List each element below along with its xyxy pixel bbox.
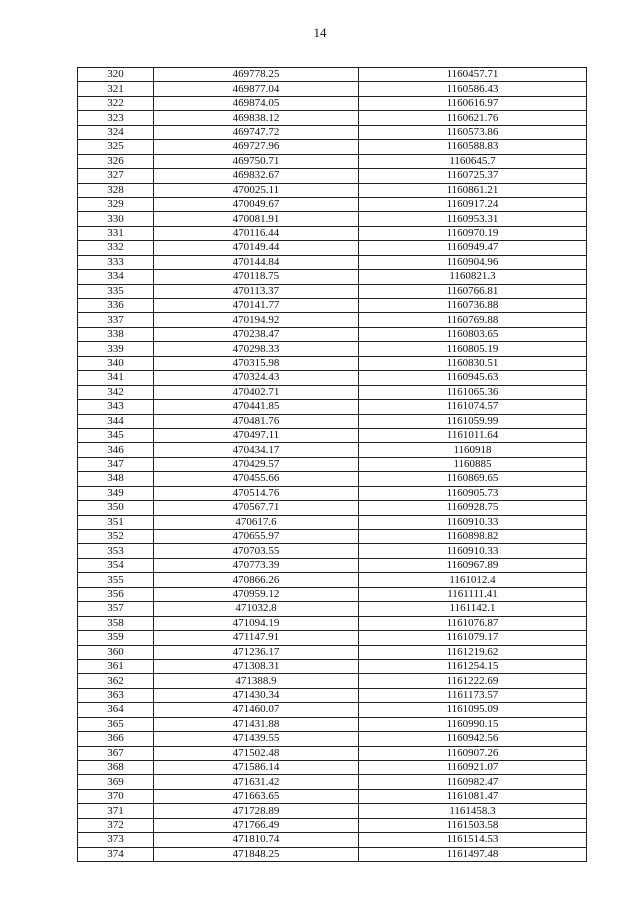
point-number-cell: 340 xyxy=(78,356,154,370)
point-number-cell: 331 xyxy=(78,226,154,240)
y-coordinate-cell: 1161111.41 xyxy=(359,587,587,601)
table-row xyxy=(78,775,587,789)
x-coordinate-cell: 470514.76 xyxy=(154,486,359,500)
point-number-cell: 356 xyxy=(78,587,154,601)
table-row xyxy=(78,327,587,341)
y-coordinate-cell: 1160953.31 xyxy=(359,212,587,226)
x-coordinate-cell: 471631.42 xyxy=(154,775,359,789)
x-coordinate-cell: 470298.33 xyxy=(154,342,359,356)
x-coordinate-cell: 470113.37 xyxy=(154,284,359,298)
coordinates-table xyxy=(77,67,587,862)
point-number-cell: 351 xyxy=(78,515,154,529)
table-row xyxy=(78,486,587,500)
y-coordinate-cell: 1160928.75 xyxy=(359,501,587,515)
point-number-cell: 374 xyxy=(78,847,154,861)
x-coordinate-cell: 471147.91 xyxy=(154,631,359,645)
point-number-cell: 350 xyxy=(78,501,154,515)
y-coordinate-cell: 1160586.43 xyxy=(359,82,587,96)
point-number-cell: 326 xyxy=(78,154,154,168)
point-number-cell: 341 xyxy=(78,371,154,385)
table-row xyxy=(78,414,587,428)
point-number-cell: 369 xyxy=(78,775,154,789)
y-coordinate-cell: 1160945.63 xyxy=(359,371,587,385)
point-number-cell: 325 xyxy=(78,140,154,154)
point-number-cell: 367 xyxy=(78,746,154,760)
point-number-cell: 352 xyxy=(78,530,154,544)
y-coordinate-cell: 1160898.82 xyxy=(359,530,587,544)
x-coordinate-cell: 470455.66 xyxy=(154,472,359,486)
y-coordinate-cell: 1160910.33 xyxy=(359,544,587,558)
x-coordinate-cell: 470118.75 xyxy=(154,270,359,284)
x-coordinate-cell: 469778.25 xyxy=(154,68,359,82)
table-row xyxy=(78,270,587,284)
point-number-cell: 362 xyxy=(78,674,154,688)
table-row xyxy=(78,68,587,82)
point-number-cell: 361 xyxy=(78,659,154,673)
point-number-cell: 345 xyxy=(78,428,154,442)
table-row xyxy=(78,255,587,269)
point-number-cell: 335 xyxy=(78,284,154,298)
y-coordinate-cell: 1160769.88 xyxy=(359,313,587,327)
x-coordinate-cell: 471236.17 xyxy=(154,645,359,659)
point-number-cell: 368 xyxy=(78,761,154,775)
y-coordinate-cell: 1160621.76 xyxy=(359,111,587,125)
table-row xyxy=(78,342,587,356)
y-coordinate-cell: 1160885 xyxy=(359,457,587,471)
point-number-cell: 339 xyxy=(78,342,154,356)
x-coordinate-cell: 471728.89 xyxy=(154,804,359,818)
x-coordinate-cell: 470238.47 xyxy=(154,327,359,341)
table-row xyxy=(78,659,587,673)
table-row xyxy=(78,428,587,442)
table-row xyxy=(78,616,587,630)
x-coordinate-cell: 470497.11 xyxy=(154,428,359,442)
x-coordinate-cell: 470141.77 xyxy=(154,299,359,313)
table-row xyxy=(78,688,587,702)
x-coordinate-cell: 470402.71 xyxy=(154,385,359,399)
x-coordinate-cell: 471388.9 xyxy=(154,674,359,688)
table-row xyxy=(78,732,587,746)
point-number-cell: 328 xyxy=(78,183,154,197)
point-number-cell: 349 xyxy=(78,486,154,500)
point-number-cell: 354 xyxy=(78,558,154,572)
point-number-cell: 338 xyxy=(78,327,154,341)
coordinates-table-body xyxy=(78,68,587,862)
table-row xyxy=(78,241,587,255)
y-coordinate-cell: 1160904.96 xyxy=(359,255,587,269)
x-coordinate-cell: 470773.39 xyxy=(154,558,359,572)
x-coordinate-cell: 470866.26 xyxy=(154,573,359,587)
table-row xyxy=(78,804,587,818)
table-row xyxy=(78,96,587,110)
point-number-cell: 344 xyxy=(78,414,154,428)
table-row xyxy=(78,299,587,313)
table-row xyxy=(78,197,587,211)
table-row xyxy=(78,356,587,370)
page-number: 14 xyxy=(313,25,327,40)
table-row xyxy=(78,111,587,125)
x-coordinate-cell: 470049.67 xyxy=(154,197,359,211)
y-coordinate-cell: 1161219.62 xyxy=(359,645,587,659)
point-number-cell: 365 xyxy=(78,717,154,731)
x-coordinate-cell: 471431.88 xyxy=(154,717,359,731)
y-coordinate-cell: 1160573.86 xyxy=(359,125,587,139)
x-coordinate-cell: 470315.98 xyxy=(154,356,359,370)
point-number-cell: 353 xyxy=(78,544,154,558)
point-number-cell: 371 xyxy=(78,804,154,818)
point-number-cell: 329 xyxy=(78,197,154,211)
table-row xyxy=(78,847,587,861)
y-coordinate-cell: 1161074.57 xyxy=(359,400,587,414)
y-coordinate-cell: 1160805.19 xyxy=(359,342,587,356)
point-number-cell: 324 xyxy=(78,125,154,139)
y-coordinate-cell: 1160910.33 xyxy=(359,515,587,529)
table-row xyxy=(78,371,587,385)
point-number-cell: 372 xyxy=(78,818,154,832)
table-row xyxy=(78,602,587,616)
y-coordinate-cell: 1160921.07 xyxy=(359,761,587,775)
y-coordinate-cell: 1160616.97 xyxy=(359,96,587,110)
x-coordinate-cell: 470144.84 xyxy=(154,255,359,269)
y-coordinate-cell: 1160821.3 xyxy=(359,270,587,284)
table-row xyxy=(78,530,587,544)
x-coordinate-cell: 469838.12 xyxy=(154,111,359,125)
table-row xyxy=(78,631,587,645)
x-coordinate-cell: 470081.91 xyxy=(154,212,359,226)
point-number-cell: 355 xyxy=(78,573,154,587)
y-coordinate-cell: 1160905.73 xyxy=(359,486,587,500)
table-row xyxy=(78,746,587,760)
point-number-cell: 359 xyxy=(78,631,154,645)
x-coordinate-cell: 469832.67 xyxy=(154,169,359,183)
y-coordinate-cell: 1160803.65 xyxy=(359,327,587,341)
point-number-cell: 357 xyxy=(78,602,154,616)
y-coordinate-cell: 1160766.81 xyxy=(359,284,587,298)
point-number-cell: 334 xyxy=(78,270,154,284)
table-row xyxy=(78,154,587,168)
y-coordinate-cell: 1161011.64 xyxy=(359,428,587,442)
table-row xyxy=(78,544,587,558)
x-coordinate-cell: 470025.11 xyxy=(154,183,359,197)
y-coordinate-cell: 1161497.48 xyxy=(359,847,587,861)
point-number-cell: 327 xyxy=(78,169,154,183)
y-coordinate-cell: 1160990.15 xyxy=(359,717,587,731)
x-coordinate-cell: 470567.71 xyxy=(154,501,359,515)
point-number-cell: 364 xyxy=(78,703,154,717)
x-coordinate-cell: 471430.34 xyxy=(154,688,359,702)
point-number-cell: 373 xyxy=(78,833,154,847)
y-coordinate-cell: 1161173.57 xyxy=(359,688,587,702)
y-coordinate-cell: 1160907.26 xyxy=(359,746,587,760)
x-coordinate-cell: 471460.07 xyxy=(154,703,359,717)
point-number-cell: 320 xyxy=(78,68,154,82)
point-number-cell: 360 xyxy=(78,645,154,659)
table-row xyxy=(78,169,587,183)
point-number-cell: 366 xyxy=(78,732,154,746)
point-number-cell: 321 xyxy=(78,82,154,96)
table-row xyxy=(78,558,587,572)
y-coordinate-cell: 1160918 xyxy=(359,443,587,457)
y-coordinate-cell: 1160588.83 xyxy=(359,140,587,154)
table-row xyxy=(78,703,587,717)
point-number-cell: 337 xyxy=(78,313,154,327)
x-coordinate-cell: 471848.25 xyxy=(154,847,359,861)
x-coordinate-cell: 470441.85 xyxy=(154,400,359,414)
y-coordinate-cell: 1161254.15 xyxy=(359,659,587,673)
x-coordinate-cell: 469727.96 xyxy=(154,140,359,154)
x-coordinate-cell: 470959.12 xyxy=(154,587,359,601)
x-coordinate-cell: 470149.44 xyxy=(154,241,359,255)
y-coordinate-cell: 1161079.17 xyxy=(359,631,587,645)
y-coordinate-cell: 1160970.19 xyxy=(359,226,587,240)
y-coordinate-cell: 1161095.09 xyxy=(359,703,587,717)
x-coordinate-cell: 471766.49 xyxy=(154,818,359,832)
x-coordinate-cell: 470116.44 xyxy=(154,226,359,240)
table-row xyxy=(78,674,587,688)
x-coordinate-cell: 470434.17 xyxy=(154,443,359,457)
table-row xyxy=(78,226,587,240)
y-coordinate-cell: 1161059.99 xyxy=(359,414,587,428)
table-row xyxy=(78,818,587,832)
y-coordinate-cell: 1161076.87 xyxy=(359,616,587,630)
table-row xyxy=(78,125,587,139)
y-coordinate-cell: 1161012.4 xyxy=(359,573,587,587)
table-row xyxy=(78,789,587,803)
y-coordinate-cell: 1160942.56 xyxy=(359,732,587,746)
x-coordinate-cell: 469747.72 xyxy=(154,125,359,139)
point-number-cell: 347 xyxy=(78,457,154,471)
table-row xyxy=(78,82,587,96)
table-row xyxy=(78,645,587,659)
table-row xyxy=(78,385,587,399)
x-coordinate-cell: 470703.55 xyxy=(154,544,359,558)
y-coordinate-cell: 1160645.7 xyxy=(359,154,587,168)
x-coordinate-cell: 471663.65 xyxy=(154,789,359,803)
y-coordinate-cell: 1160917.24 xyxy=(359,197,587,211)
y-coordinate-cell: 1160949.47 xyxy=(359,241,587,255)
point-number-cell: 346 xyxy=(78,443,154,457)
point-number-cell: 336 xyxy=(78,299,154,313)
table-row xyxy=(78,212,587,226)
table-row xyxy=(78,140,587,154)
x-coordinate-cell: 469750.71 xyxy=(154,154,359,168)
table-row xyxy=(78,515,587,529)
x-coordinate-cell: 470617.6 xyxy=(154,515,359,529)
y-coordinate-cell: 1161514.53 xyxy=(359,833,587,847)
point-number-cell: 342 xyxy=(78,385,154,399)
y-coordinate-cell: 1161081.47 xyxy=(359,789,587,803)
x-coordinate-cell: 470324.43 xyxy=(154,371,359,385)
table-row xyxy=(78,501,587,515)
table-row xyxy=(78,457,587,471)
point-number-cell: 343 xyxy=(78,400,154,414)
table-row xyxy=(78,472,587,486)
point-number-cell: 358 xyxy=(78,616,154,630)
y-coordinate-cell: 1161458.3 xyxy=(359,804,587,818)
table-row xyxy=(78,573,587,587)
y-coordinate-cell: 1160967.89 xyxy=(359,558,587,572)
x-coordinate-cell: 471032.8 xyxy=(154,602,359,616)
y-coordinate-cell: 1160457.71 xyxy=(359,68,587,82)
point-number-cell: 333 xyxy=(78,255,154,269)
x-coordinate-cell: 471586.14 xyxy=(154,761,359,775)
x-coordinate-cell: 470194.92 xyxy=(154,313,359,327)
x-coordinate-cell: 471094.19 xyxy=(154,616,359,630)
point-number-cell: 330 xyxy=(78,212,154,226)
table-row xyxy=(78,443,587,457)
table-row xyxy=(78,284,587,298)
x-coordinate-cell: 469877.04 xyxy=(154,82,359,96)
y-coordinate-cell: 1160736.88 xyxy=(359,299,587,313)
x-coordinate-cell: 471810.74 xyxy=(154,833,359,847)
y-coordinate-cell: 1160830.51 xyxy=(359,356,587,370)
table-row xyxy=(78,313,587,327)
table-row xyxy=(78,400,587,414)
y-coordinate-cell: 1160982.47 xyxy=(359,775,587,789)
point-number-cell: 332 xyxy=(78,241,154,255)
table-row xyxy=(78,587,587,601)
y-coordinate-cell: 1161142.1 xyxy=(359,602,587,616)
y-coordinate-cell: 1160869.65 xyxy=(359,472,587,486)
x-coordinate-cell: 470481.76 xyxy=(154,414,359,428)
point-number-cell: 370 xyxy=(78,789,154,803)
x-coordinate-cell: 469874.05 xyxy=(154,96,359,110)
x-coordinate-cell: 471308.31 xyxy=(154,659,359,673)
x-coordinate-cell: 470429.57 xyxy=(154,457,359,471)
point-number-cell: 322 xyxy=(78,96,154,110)
x-coordinate-cell: 471502.48 xyxy=(154,746,359,760)
point-number-cell: 363 xyxy=(78,688,154,702)
y-coordinate-cell: 1161065.36 xyxy=(359,385,587,399)
y-coordinate-cell: 1160725.37 xyxy=(359,169,587,183)
y-coordinate-cell: 1161222.69 xyxy=(359,674,587,688)
x-coordinate-cell: 470655.97 xyxy=(154,530,359,544)
x-coordinate-cell: 471439.55 xyxy=(154,732,359,746)
point-number-cell: 323 xyxy=(78,111,154,125)
y-coordinate-cell: 1161503.58 xyxy=(359,818,587,832)
table-row xyxy=(78,761,587,775)
y-coordinate-cell: 1160861.21 xyxy=(359,183,587,197)
table-row xyxy=(78,833,587,847)
point-number-cell: 348 xyxy=(78,472,154,486)
table-row xyxy=(78,183,587,197)
table-row xyxy=(78,717,587,731)
